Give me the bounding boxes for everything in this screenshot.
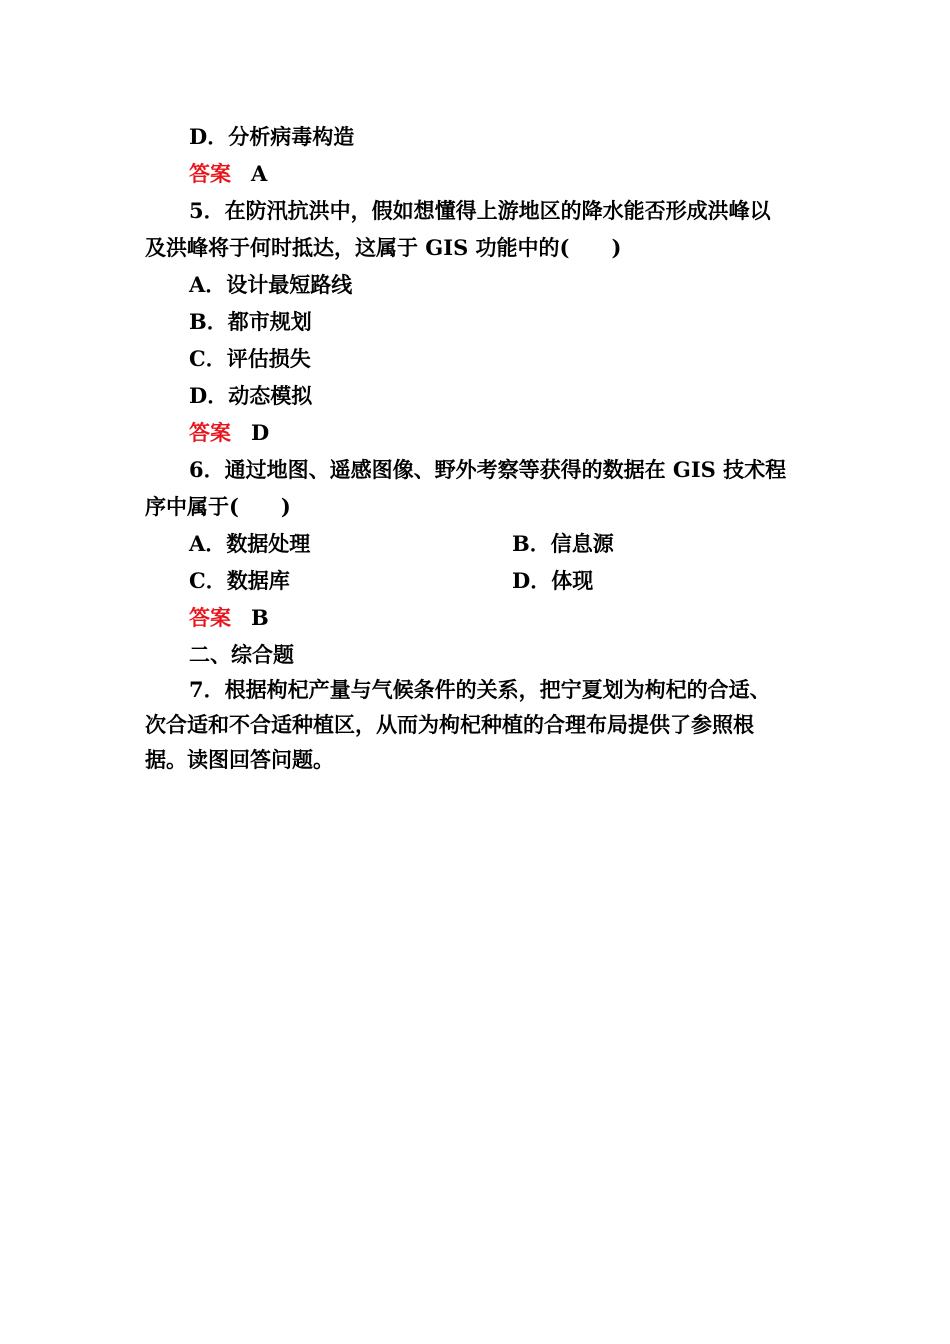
q5-answer <box>189 420 269 446</box>
q7-stem-line1: 7．根据枸杞产量与气候条件的关系，把宁夏划为枸杞的合适、 <box>189 677 771 702</box>
q5-option-c: C．评估损失 <box>189 346 311 371</box>
q6-answer <box>189 605 269 631</box>
q5-option-b: B．都市规划 <box>189 309 312 334</box>
q6-stem-line2: 序中属于( ) <box>145 494 291 519</box>
q4-answer <box>189 161 267 187</box>
q5-stem-line2: 及洪峰将于何时抵达，这属于 GIS 功能中的( ) <box>145 235 622 260</box>
answer-label: 答案 <box>189 605 231 630</box>
answer-value: A <box>251 161 268 186</box>
answer-label: 答案 <box>189 161 231 186</box>
answer-value: B <box>251 605 269 630</box>
q5-option-d: D．动态模拟 <box>189 383 313 408</box>
q4-option-d: D．分析病毒构造 <box>189 124 355 149</box>
section2-title: 二、综合题 <box>189 642 294 667</box>
q7-stem-line3: 据。读图回答问题。 <box>145 747 334 772</box>
q6-stem-line1: 6．通过地图、遥感图像、野外考察等获得的数据在 GIS 技术程 <box>189 457 787 482</box>
answer-label: 答案 <box>189 420 231 445</box>
q6-option-d: D．体现 <box>512 568 594 593</box>
q5-option-a: A．设计最短路线 <box>189 272 353 297</box>
q6-option-b: B．信息源 <box>512 531 614 556</box>
answer-value: D <box>251 420 270 445</box>
q7-stem-line2: 次合适和不合适种植区，从而为枸杞种植的合理布局提供了参照根 <box>145 712 754 737</box>
q6-option-c: C．数据库 <box>189 568 290 593</box>
q5-stem-line1: 5．在防汛抗洪中，假如想懂得上游地区的降水能否形成洪峰以 <box>189 198 771 223</box>
q6-option-a: A．数据处理 <box>189 531 311 556</box>
